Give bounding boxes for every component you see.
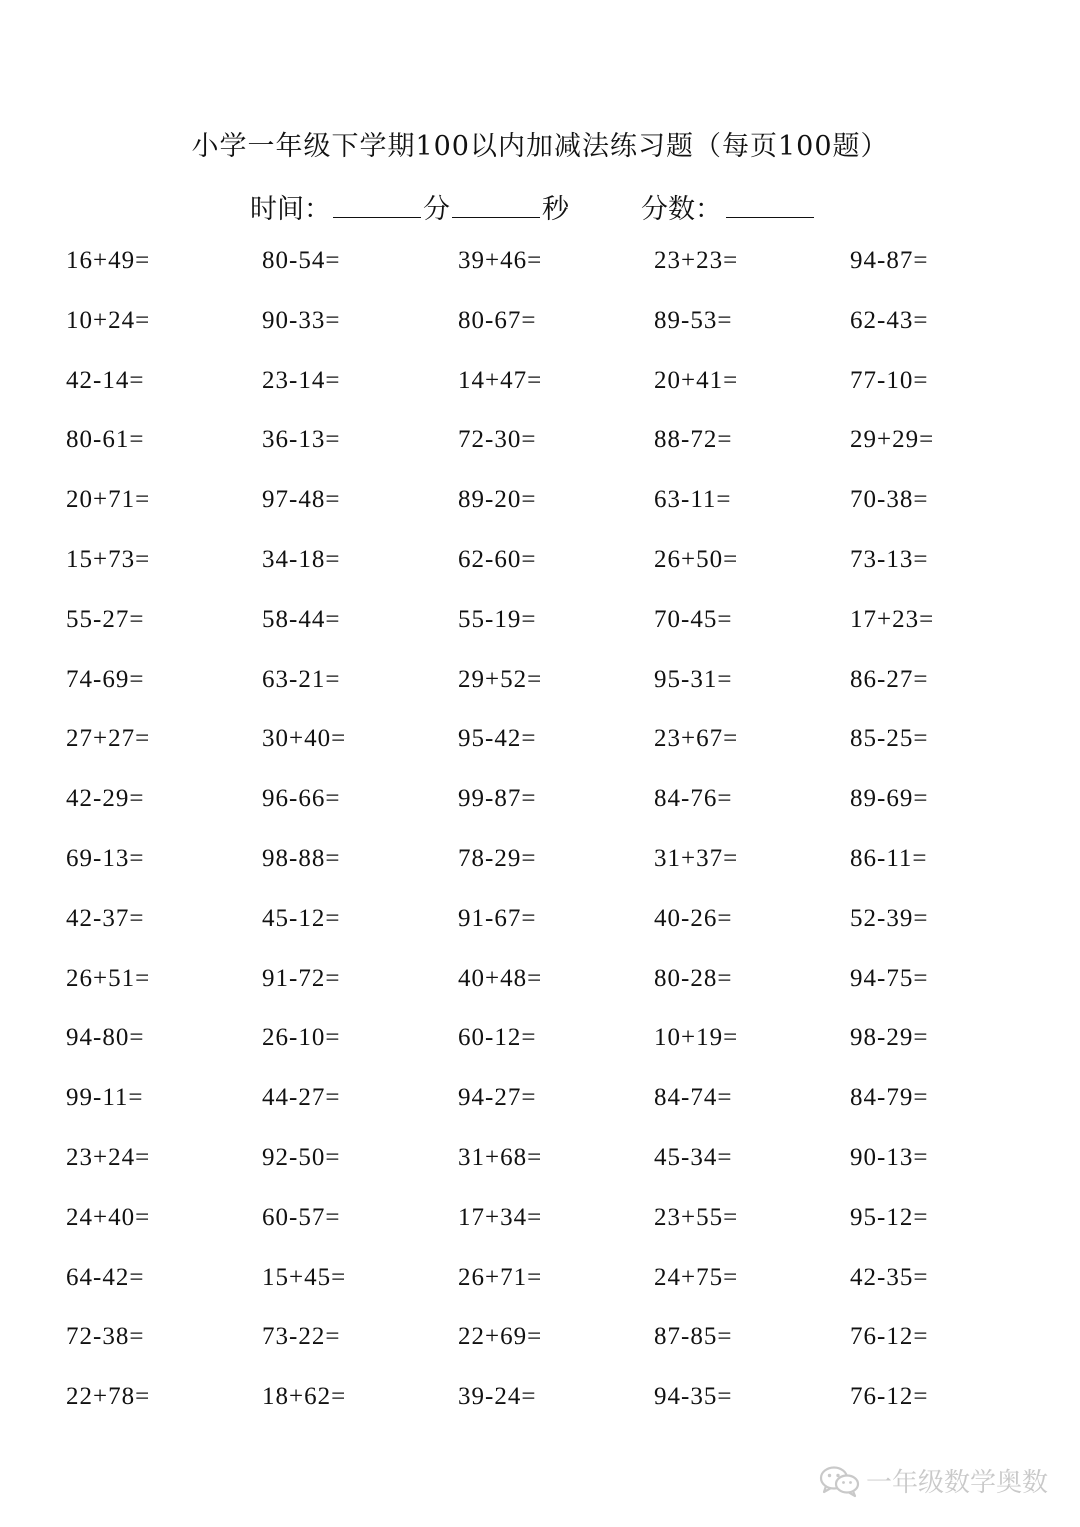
arithmetic-problem: 94-35=	[654, 1383, 733, 1411]
arithmetic-problem: 15+73=	[66, 545, 151, 573]
arithmetic-problem: 10+24=	[66, 306, 151, 334]
arithmetic-problem: 26+50=	[654, 545, 739, 573]
arithmetic-problem: 73-13=	[850, 545, 929, 573]
arithmetic-problem: 26+51=	[66, 964, 151, 992]
time-label: 时间：	[250, 194, 331, 225]
arithmetic-problem: 29+52=	[458, 665, 543, 693]
arithmetic-problem: 90-13=	[850, 1143, 929, 1171]
problem-row	[66, 307, 1046, 367]
arithmetic-problem: 42-14=	[66, 366, 145, 394]
watermark-text: 一年级数学奥数	[866, 1468, 1049, 1498]
arithmetic-problem: 26+71=	[458, 1263, 543, 1291]
arithmetic-problem: 91-72=	[262, 964, 341, 992]
problem-row	[66, 606, 1046, 666]
problem-row	[66, 367, 1046, 427]
arithmetic-problem: 22+78=	[66, 1383, 151, 1411]
arithmetic-problem: 73-22=	[262, 1323, 341, 1351]
arithmetic-problem: 69-13=	[66, 844, 145, 872]
arithmetic-problem: 98-88=	[262, 844, 341, 872]
arithmetic-problem: 23-14=	[262, 366, 341, 394]
minutes-blank[interactable]	[333, 191, 421, 218]
arithmetic-problem: 39+46=	[458, 247, 543, 274]
problem-row	[66, 426, 1046, 486]
arithmetic-problem: 44-27=	[262, 1084, 341, 1112]
arithmetic-problem: 84-76=	[654, 785, 733, 813]
arithmetic-problem: 16+49=	[66, 247, 151, 274]
problem-row	[66, 1144, 1046, 1204]
arithmetic-problem: 34-18=	[262, 545, 341, 573]
time-score-line	[250, 187, 814, 226]
arithmetic-problem: 42-35=	[850, 1263, 929, 1291]
arithmetic-problem: 80-61=	[66, 426, 145, 454]
arithmetic-problem: 45-34=	[654, 1143, 733, 1171]
arithmetic-problem: 26-10=	[262, 1024, 341, 1052]
arithmetic-problem: 36-13=	[262, 426, 341, 454]
arithmetic-problem: 20+41=	[654, 366, 739, 394]
arithmetic-problem: 24+75=	[654, 1263, 739, 1291]
arithmetic-problem: 17+34=	[458, 1203, 543, 1231]
problem-row	[66, 247, 1046, 307]
watermark	[818, 1462, 1048, 1499]
arithmetic-problem: 10+19=	[654, 1024, 739, 1052]
arithmetic-problem: 80-67=	[458, 306, 537, 334]
arithmetic-problem: 95-31=	[654, 665, 733, 693]
arithmetic-problem: 95-12=	[850, 1203, 929, 1231]
arithmetic-problem: 18+62=	[262, 1383, 347, 1411]
arithmetic-problem: 92-50=	[262, 1143, 341, 1171]
arithmetic-problem: 70-38=	[850, 486, 929, 514]
arithmetic-problem: 14+47=	[458, 366, 543, 394]
second-label: 秒	[542, 194, 569, 225]
arithmetic-problem: 52-39=	[850, 904, 929, 932]
arithmetic-problem: 86-11=	[850, 844, 928, 872]
arithmetic-problem: 63-21=	[262, 665, 341, 693]
arithmetic-problem: 15+45=	[262, 1263, 347, 1291]
arithmetic-problem: 89-69=	[850, 785, 929, 813]
arithmetic-problem: 89-53=	[654, 306, 733, 334]
arithmetic-problem: 63-11=	[654, 486, 732, 514]
problem-row	[66, 1204, 1046, 1264]
arithmetic-problem: 23+23=	[654, 247, 739, 274]
arithmetic-problem: 80-28=	[654, 964, 733, 992]
arithmetic-problem: 96-66=	[262, 785, 341, 813]
arithmetic-problem: 72-38=	[66, 1323, 145, 1351]
arithmetic-problem: 62-43=	[850, 306, 929, 334]
problem-row	[66, 1323, 1046, 1383]
arithmetic-problem: 76-12=	[850, 1323, 929, 1351]
problem-row	[66, 725, 1046, 785]
arithmetic-problem: 31+68=	[458, 1143, 543, 1171]
arithmetic-problem: 98-29=	[850, 1024, 929, 1052]
arithmetic-problem: 17+23=	[850, 605, 935, 633]
arithmetic-problem: 99-87=	[458, 785, 537, 813]
arithmetic-problem: 23+67=	[654, 725, 739, 753]
arithmetic-problem: 85-25=	[850, 725, 929, 753]
arithmetic-problem: 55-27=	[66, 605, 145, 633]
arithmetic-problem: 27+27=	[66, 725, 151, 753]
arithmetic-problem: 31+37=	[654, 844, 739, 872]
problem-row	[66, 965, 1046, 1025]
problem-row	[66, 1024, 1046, 1084]
arithmetic-problem: 80-54=	[262, 247, 341, 274]
worksheet-title: 小学一年级下学期100以内加减法练习题（每页100题）	[191, 131, 889, 162]
minute-label: 分	[423, 194, 450, 225]
arithmetic-problem: 45-12=	[262, 904, 341, 932]
arithmetic-problem: 94-27=	[458, 1084, 537, 1112]
problem-row	[66, 666, 1046, 726]
problem-row	[66, 785, 1046, 845]
arithmetic-problem: 23+24=	[66, 1143, 151, 1171]
score-blank[interactable]	[726, 191, 814, 218]
arithmetic-problem: 64-42=	[66, 1263, 145, 1291]
arithmetic-problem: 94-75=	[850, 964, 929, 992]
arithmetic-problem: 30+40=	[262, 725, 347, 753]
score-label: 分数：	[641, 194, 722, 225]
arithmetic-problem: 58-44=	[262, 605, 341, 633]
arithmetic-problem: 23+55=	[654, 1203, 739, 1231]
arithmetic-problem: 55-19=	[458, 605, 537, 633]
arithmetic-problem: 42-37=	[66, 904, 145, 932]
arithmetic-problem: 72-30=	[458, 426, 537, 454]
arithmetic-problem: 76-12=	[850, 1383, 929, 1411]
wechat-icon	[818, 1464, 862, 1498]
problem-row	[66, 845, 1046, 905]
arithmetic-problem: 88-72=	[654, 426, 733, 454]
arithmetic-problem: 74-69=	[66, 665, 145, 693]
arithmetic-problem: 95-42=	[458, 725, 537, 753]
seconds-blank[interactable]	[452, 191, 540, 218]
arithmetic-problem: 24+40=	[66, 1203, 151, 1231]
arithmetic-problem: 20+71=	[66, 486, 151, 514]
arithmetic-problem: 99-11=	[66, 1084, 144, 1112]
arithmetic-problem: 60-12=	[458, 1024, 537, 1052]
arithmetic-problem: 91-67=	[458, 904, 537, 932]
arithmetic-problem: 94-87=	[850, 247, 929, 274]
problem-row	[66, 486, 1046, 546]
arithmetic-problem: 39-24=	[458, 1383, 537, 1411]
arithmetic-problem: 40-26=	[654, 904, 733, 932]
arithmetic-problem: 78-29=	[458, 844, 537, 872]
problem-row	[66, 1084, 1046, 1144]
problem-grid	[66, 247, 1046, 1443]
problem-row	[66, 905, 1046, 965]
arithmetic-problem: 90-33=	[262, 306, 341, 334]
arithmetic-problem: 86-27=	[850, 665, 929, 693]
arithmetic-problem: 89-20=	[458, 486, 537, 514]
arithmetic-problem: 94-80=	[66, 1024, 145, 1052]
arithmetic-problem: 40+48=	[458, 964, 543, 992]
arithmetic-problem: 84-79=	[850, 1084, 929, 1112]
arithmetic-problem: 84-74=	[654, 1084, 733, 1112]
arithmetic-problem: 29+29=	[850, 426, 935, 454]
arithmetic-problem: 60-57=	[262, 1203, 341, 1231]
arithmetic-problem: 97-48=	[262, 486, 341, 514]
arithmetic-problem: 87-85=	[654, 1323, 733, 1351]
problem-row	[66, 1264, 1046, 1324]
problem-row	[66, 1383, 1046, 1443]
arithmetic-problem: 42-29=	[66, 785, 145, 813]
arithmetic-problem: 70-45=	[654, 605, 733, 633]
arithmetic-problem: 62-60=	[458, 545, 537, 573]
arithmetic-problem: 22+69=	[458, 1323, 543, 1351]
arithmetic-problem: 77-10=	[850, 366, 929, 394]
problem-row	[66, 546, 1046, 606]
